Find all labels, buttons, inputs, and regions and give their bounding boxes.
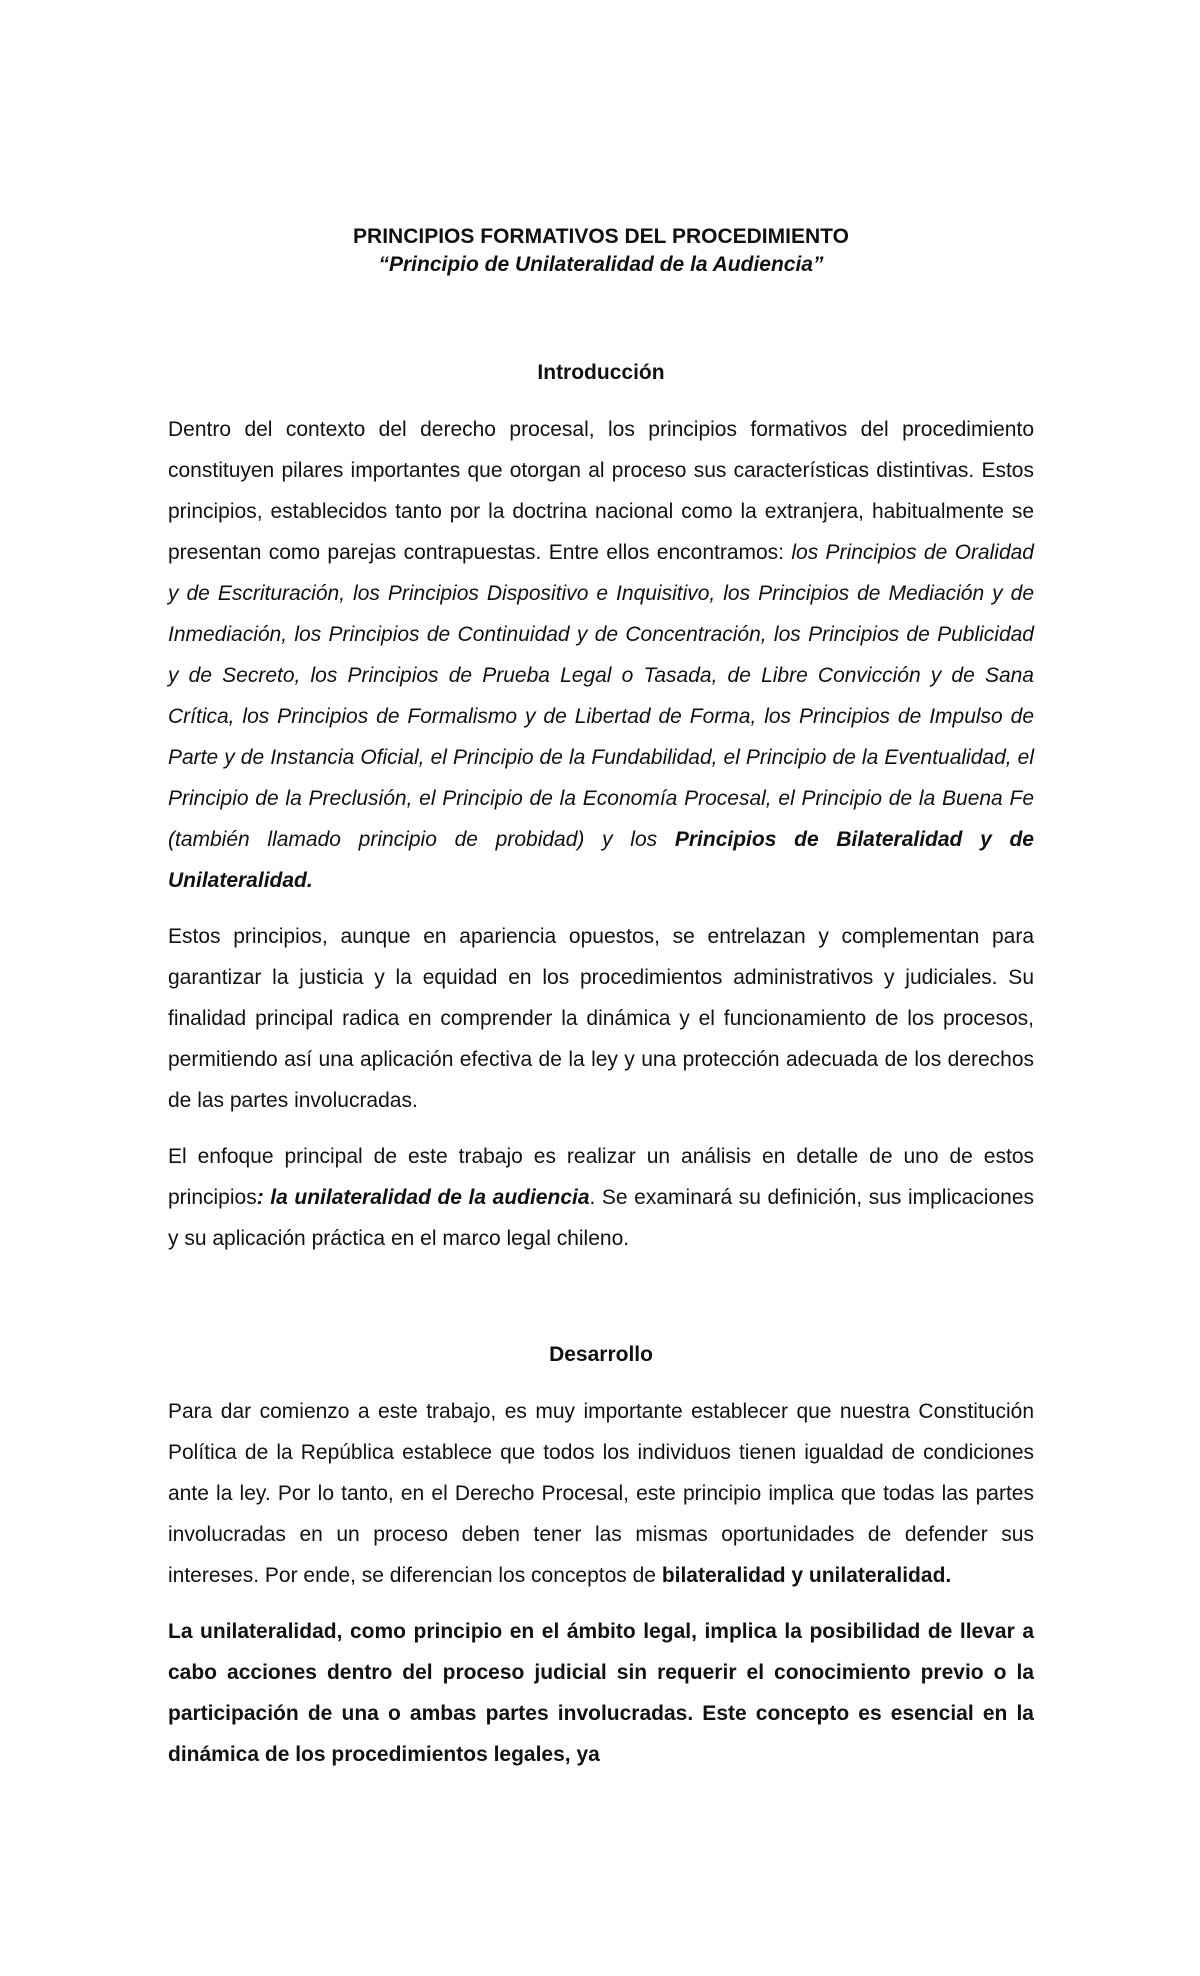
introduction-paragraph-1 xyxy=(168,409,1034,901)
document-body xyxy=(168,223,1034,1790)
introduction-heading: Introducción xyxy=(537,361,665,384)
introduction-paragraph-3 xyxy=(168,1136,1034,1259)
document-title: PRINCIPIOS FORMATIVOS DEL PROCEDIMIENTO xyxy=(353,225,849,248)
intro-p3-text-b: . Se examinará su definición, sus implicaciones y su aplicación práctica en el marco legal chileno. xyxy=(168,1186,1034,1250)
development-heading: Desarrollo xyxy=(549,1343,653,1366)
intro-p3-emphasis: : la unilateralidad de la audiencia xyxy=(256,1186,590,1209)
title-block xyxy=(168,223,1034,279)
intro-p3-text-a: El enfoque principal de este trabajo es realizar un análisis en detalle de uno de estos principios xyxy=(168,1145,1034,1209)
intro-p1-text: Dentro del contexto del derecho procesal, los principios formativos del procedimiento constituyen pilares importantes que otorgan al proceso sus características distintivas. Estos principios, establecidos tanto por la doctrina nacional como la extranjera, habitualmente se presentan como parejas contrapuestas. Entre ellos encontramos: xyxy=(168,418,1034,564)
document-subtitle: “Principio de Unilateralidad de la Audiencia” xyxy=(378,253,824,276)
intro-p1-bilateral-unilateral: Principios de Bilateralidad y de Unilateralidad. xyxy=(168,828,1034,892)
development-paragraph-2: La unilateralidad, como principio en el ámbito legal, implica la posibilidad de llevar a cabo acciones dentro del proceso judicial sin requerir el conocimiento previo o la participación de una o ambas partes involucradas. Este concepto es esencial en la dinámica de los procedimientos legales, ya xyxy=(168,1620,1034,1766)
development-paragraph-1 xyxy=(168,1391,1034,1596)
introduction-paragraph-2: Estos principios, aunque en apariencia opuestos, se entrelazan y complementan para garantizar la justicia y la equidad en los procedimientos administrativos y judiciales. Su finalidad principal radica en comprender la dinámica y el funcionamiento de los procesos, permitiendo así una aplicación efectiva de la ley y una protección adecuada de los derechos de las partes involucradas. xyxy=(168,925,1034,1112)
dev-p1-bold-concepts: bilateralidad y unilateralidad. xyxy=(661,1564,952,1587)
dev-p1-text: Para dar comienzo a este trabajo, es muy importante establecer que nuestra Constitución Política de la República establece que todos los individuos tienen igualdad de condiciones ante la ley. Por lo tanto, en el Derecho Procesal, este principio implica que todas las partes involucradas en un proceso deben tener las mismas oportunidades de defender sus intereses. Por ende, se diferencian los conceptos de xyxy=(168,1400,1034,1587)
intro-p1-principles-list: los Principios de Oralidad y de Escrituración, los Principios Dispositivo e Inquisitivo, los Principios de Mediación y de Inmediación, los Principios de Continuidad y de Concentración, los Principios de Publicidad y de Secreto, los Principios de Prueba Legal o Tasada, de Libre Convicción y de Sana Crítica, los Principios de Formalismo y de Libertad de Forma, los Principios de Impulso de Parte y de Instancia Oficial, el Principio de la Fundabilidad, el Principio de la Eventualidad, el Principio de la Preclusión, el Principio de la Economía Procesal, el Principio de la Buena Fe (también llamado principio de probidad) y los xyxy=(168,541,1034,851)
